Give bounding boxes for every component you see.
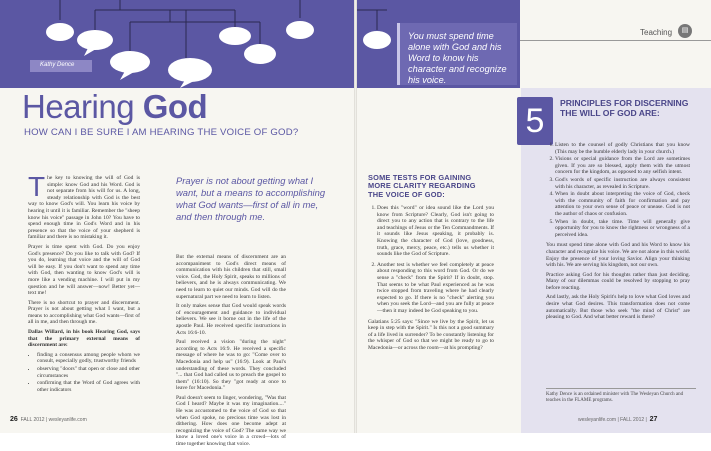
header-pull-quote-text: You must spend time alone with God and his Word to know his character and recognize his voice.: [408, 31, 507, 85]
list-item: • finding a consensus among people whom we consult, especially godly, trustworthy friends: [37, 352, 140, 365]
article-column-3: [368, 205, 494, 354]
book-icon: ▤: [678, 24, 692, 38]
section-label: Teaching: [640, 28, 673, 37]
author-tag: Kathy Dence: [30, 60, 92, 72]
page-gutter: [354, 0, 357, 433]
footer-left: 26 FALL 2012 | wesleyanlife.com: [10, 416, 87, 423]
list-item: • observing "doors" that open or close and other circumstances: [37, 366, 140, 379]
pull-quote: Prayer is not about getting what I want, but a means to accomplishing what God wants—first of all in me, and then through me.: [176, 175, 326, 222]
mobile-speech-bubbles-art: [0, 0, 355, 88]
tests-heading: SOME TESTS FOR GAINING MORE CLARITY REGARDING THE VOICE OF GOD:: [368, 173, 476, 199]
drop-cap: T: [28, 171, 46, 202]
list-item: • confirming that the Word of God agrees with other indicators: [37, 380, 140, 393]
article-column-2: But the external means of discernment are an accompaniment to God's direct means of communication with his children that still, small voice. God, the Holy Spirit, speaks to millions of believers, and he is always communicating. We need to learn to quiet our minds. God will do the supernatural part we need to learn to listen. It only makes sense that God would speak words of encouragement and guidance to individual believers. We see it borne out in the life of the apostle Paul. He received specific instructions in Acts 16:6-10. Paul received a vision "during the night" according to Acts 16:9. He received a specific message of where he was to go: "Come over to Macedonia and help us" (16:9). Look at Paul's understanding of these words. They concluded "... that God had called us to preach the gospel to them" (16:10). So they "got ready at once to leave for Macedonia." Paul doesn't seem to linger, wondering, "Was that God I heard? Maybe it was my imagination...." He was accustomed to the voice of God so that when God spoke, no precious time was lost in dithering. How does one become adept at recognizing the voice of God? The same way we know a loved one's voice in a crowd—lots of time together knowing that voice.: [176, 254, 286, 448]
footer-right: wesleyanlife.com | FALL 2012 | 27: [578, 416, 658, 423]
list-item: 1. Does this "word" or idea sound like the Lord you know from Scripture? Clearly, God isn't going to direct you to any action that is contrary to the life and teachings of Jesus or the Ten Commandments. If it sounds like Jesus speaking, it probably is. Knowing the character of God (love, goodness, truth, grace, mercy, peace, etc.) tells us whether it sounds like the God of Scripture.: [377, 205, 494, 258]
list-item: 3. God's words of specific instruction are always consistent with his character, as revealed in Scripture.: [555, 177, 690, 190]
discernment-list: [37, 352, 140, 394]
article-column-1: The key to knowing the will of God is simple: know God and his Word. God is not separate from his will for us. A long, steady relationship with God is the best way to know God's will. You learn his voice by hearing it until it is familiar. Remember the "sheep know his voice" passage in John 10? You have to spend enough time in God's Word and in his presence so that the voice of your shepherd is familiar and there is no mistaking it. Prayer is time spent with God. Do you enjoy God's presence? Do you like to talk with God? If you do, learning that voice and the will of God will be easy. If you don't want to spend any time with God, then wanting to know God's will is more like a vending machine. I will put in my question and he will answer—now! Better yet—text me! There is no shortcut to prayer and discernment. Prayer is not about getting what I want, but a means to accomplishing what God wants—first of all in me, and then through me. Dallas Willard, in his book Hearing God, says that the primary external means of discernment are: • finding a consensus among people whom we consult, especially godly, trustworthy friends • observing "doors" that open or close and other circumstances • confirming that the Word of God agrees with other indicators: [28, 175, 140, 396]
page-subtitle: HOW CAN I BE SURE I AM HEARING THE VOICE OF GOD?: [24, 127, 299, 138]
list-item: 5. When in doubt, take time. Time will generally give opportunity for you to know the rightness or wrongness of a perceived idea.: [555, 219, 690, 239]
divider: [520, 40, 711, 41]
list-item: 2. Visions or special guidance from the Lord are sometimes given. If you are so blessed, apply them with the utmost concern for the kingdom, as opposed to any selfish intent.: [555, 156, 690, 176]
galatians-paragraph: Galatians 5:25 says: "Since we live by the Spirit, let us keep in step with the Spirit." Is this not a good summary of a life lived in surrender? To be constantly listening for the whisper of God so that we might be ready to go to Macedonia—or across the room—at his prompting?: [368, 318, 494, 351]
header-pull-quote: [397, 23, 517, 85]
principles-column: 1. Listen to the counsel of godly Christians that you know (This may be the humble elderly lady in your church.) 2. Visions or special guidance from the Lord are sometimes given. If you are so blessed, apply them with the utmost concern for the kingdom, as opposed to any selfish intent. 3. God's words of specific instruction are always consistent with his character, as revealed in Scripture. 4. When in doubt about interpreting the voice of God, check with the community of faith for confirmation and pay attention to your own sense of peace or unease. God is not the author of chaos or confusion. 5. When in doubt, take time. Time will generally give opportunity for you to know the rightness or wrongness of a perceived idea. You must spend time alone with God and his Word to know his character and recognize his voice. We are not alone in this world. Enjoy the presence of your loving Savior. Align your thinking with his. We are serving his kingdom, not our own. Practice asking God for his thoughts rather than just deciding. Many of our dilemmas could be resolved by stopping to pray before reacting. And lastly, ask the Holy Spirit's help to love what God loves and desire what God desires. This transformation does not come automatically. But those who seek "the mind of Christ" are pleasing to God. And what better reward is there?: [546, 142, 690, 324]
page-title: Hearing God: [22, 88, 208, 125]
list-item: 2. Another test is whether we feel completely at peace about responding to this word from God. Or do we sense a "check" from the Spirit? If in doubt, stop. That seems to be what Paul experienced as he was twice stopped from traveling where he had clearly expected to go. If there is no "check" alerting you when you seek the Lord—and you are fully at peace—then it may indeed be God speaking to you.: [377, 262, 494, 315]
number-badge: 5: [517, 97, 553, 145]
principles-list: [555, 142, 690, 238]
list-item: 1. Listen to the counsel of godly Christians that you know (This may be the humble elderly lady in your church.): [555, 142, 690, 155]
author-bio: Kathy Dence is an ordained minister with The Wesleyan Church and teaches in the FLAME programs.: [546, 388, 696, 404]
hero-illustration: [0, 0, 355, 88]
tests-list: [377, 205, 494, 315]
list-item: 4. When in doubt about interpreting the voice of God, check with the community of faith for confirmation and pay attention to your own sense of peace or unease. God is not the author of chaos or confusion.: [555, 191, 690, 217]
principles-heading: PRINCIPLES FOR DISCERNING THE WILL OF GOD ARE:: [560, 98, 689, 118]
